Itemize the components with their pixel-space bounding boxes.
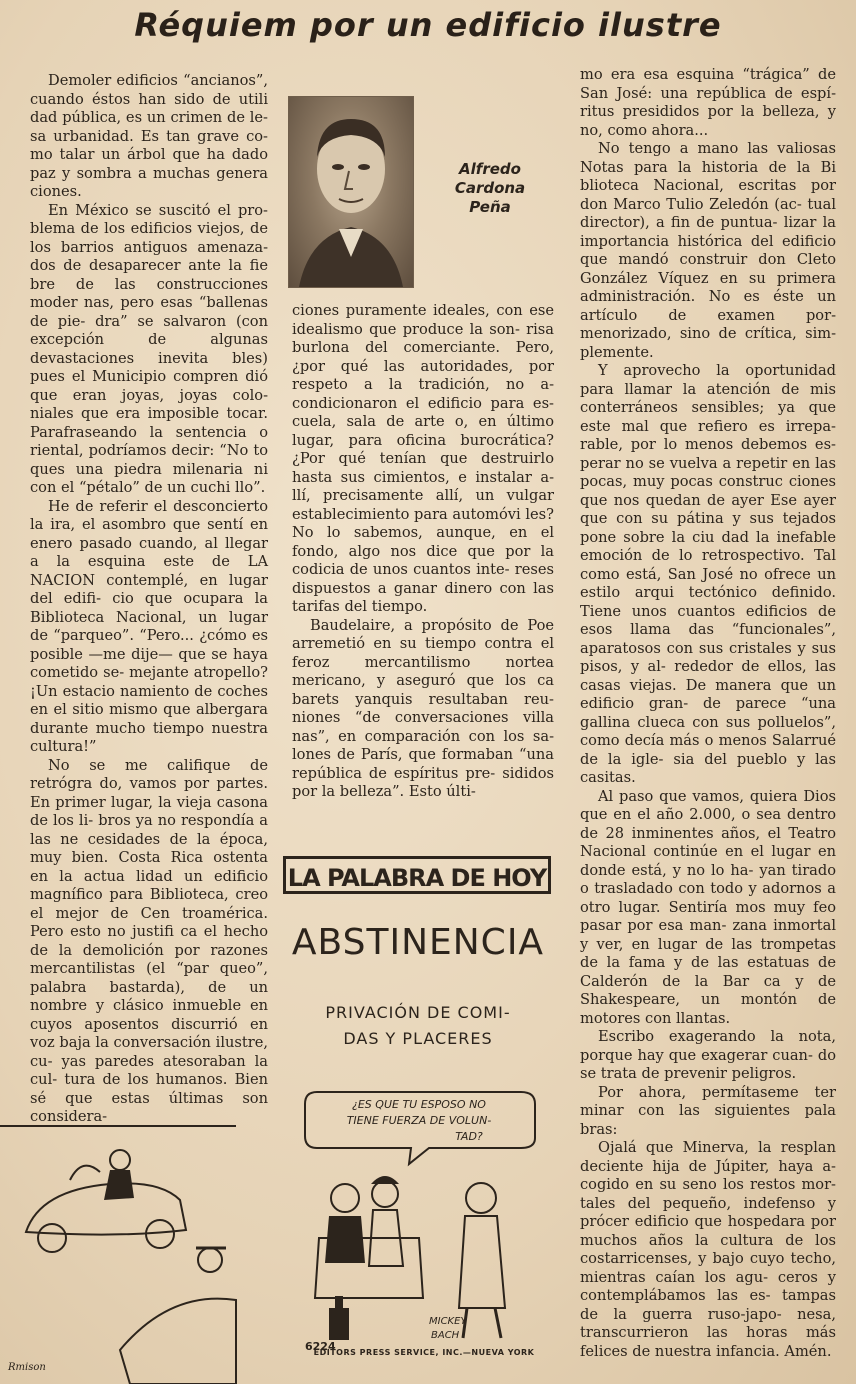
paragraph: Por ahora, permítaseme ter minar con las siguientes pala bras:	[580, 1083, 836, 1138]
paragraph: He de referir el desconcierto la ira, el asombro que sentí en enero pasado cuando, al llegar a la esquina este de LA NACION contemplé, en lugar del edifi- cio que ocupara la Biblioteca Nacional, un lugar de “parqueo”. “Pero... ¿cómo es posible —me dije— que se haya cometido se- mejante atropello? ¡Un estacio namiento de coches en el sitio mismo que albergara durante mucho tiempo nuestra cultura!”	[30, 497, 268, 755]
artist-signature-1: MICKEY	[429, 1316, 467, 1327]
paragraph: Y aprovecho la oportunidad para llamar la atención de mis conterráneos sensibles; ya que este mal que refiero es irrepa- rable, por lo menos debemos es- perar no se vuelva a repetir en las pocas, muy pocas construc ciones que nos quedan de ayer Ese ayer que con su pátina y sus tejados pone sobre la ciu dad la inefable emoción de lo retrospectivo. Tal como está, San José no ofrece un estilo arqui tectónico definido. Tiene unos cuantos edificios de esos llama das “funcionales”, aparatosos con sus cristales y sus pisos, y al- rededor de ellos, las casas viejas. De manera que un edificio gran- de parece “una gallina clueca con sus polluelos”, como decía más o menos Salarrué de la igle- sia del pueblo y las casitas.	[580, 362, 836, 786]
author-byline	[430, 160, 550, 217]
cartoon-illustration	[299, 1088, 549, 1358]
author-first-name: Alfredo	[459, 160, 521, 178]
paragraph: Escribo exagerando la nota, porque hay que exagerar cuan- do se trata de prevenir peligros.	[580, 1028, 836, 1082]
paragraph: Baudelaire, a propósito de Poe arremetió en su tiempo contra el feroz mercantilismo nortea mericano, y aseguró que los ca barets yanquis resultaban reu- niones “de conversaciones villa nas”, en comparación con los sa- lones de París, que formaban “una república de espíritus pre- sididos por la belleza”. Esto últi-	[292, 616, 554, 800]
headline: Réquiem por un edificio ilustre	[134, 6, 722, 44]
speech-text-1: ¿ES QUE TU ESPOSO NO	[352, 1098, 486, 1111]
definition-line-2: DAS Y PLACERES	[343, 1029, 493, 1048]
paragraph: No se me califique de retrógra do, vamos por partes. En primer lugar, la vieja casona de los li- bros ya no respondía a las ne cesidades de la época, muy bien. Costa Rica ostenta en la actua lidad un edificio magnífico para Biblioteca, creo el mejor de Cen troamérica. Pero esto no justifi ca el hecho de la demolición por razones mercantilistas (el “par queo”, palabra bastarda), de un nombre y clásico inmueble en cuyos aposentos discurrió en voz baja la conversación ilustre, cu- yas paredes atesoraban la cul- tura de los humanos. Bien sé que estas últimas son considera-	[30, 756, 268, 1125]
paragraph: mo era esa esquina “trágica” de San José: una república de espí- ritus presididos por la belleza, y no, como ahora...	[580, 66, 836, 139]
word-of-the-day-title: LA PALABRA DE HOY	[283, 856, 551, 894]
press-credit: EDITORS PRESS SERVICE, INC.—NUEVA YORK	[313, 1348, 535, 1357]
author-second-surname: Peña	[469, 198, 511, 216]
speech-text-2: TIENE FUERZA DE VOLUN-	[346, 1114, 492, 1127]
author-photo	[288, 96, 414, 288]
paragraph: Demoler edificios “ancianos”, cuando éstos han sido de utili dad pública, es un crimen de le- sa urbanidad. Es tan grave co- mo talar un árbol que ha dado paz y sombra a muchas genera ciones.	[30, 72, 268, 200]
artist-signature-2: BACH	[431, 1330, 460, 1341]
definition-line-1: PRIVACIÓN DE COMI-	[325, 1003, 511, 1022]
cartoon-number: 6224	[305, 1340, 336, 1353]
article-column-2	[292, 302, 554, 814]
article-column-1	[30, 72, 268, 1125]
word-of-the-day: ABSTINENCIA	[291, 922, 545, 963]
paragraph: En México se suscitó el pro- blema de los edificios viejos, de los barrios antiguos amenaza- dos de desaparecer ante la fie bre de las construcciones moder nas, pero esas “ballenas de pie- dra” se salvaron (con excepción de algunas devastaciones inevita bles) pues el Municipio compren dió que eran joyas, joyas colo- niales que era imposible tocar. Parafraseando la sentencia o riental, podríamos decir: “No to ques una piedra milenaria ni con el “pétalo” de un cuchi llo”.	[30, 201, 268, 496]
paragraph: No tengo a mano las valiosas Notas para la historia de la Bi blioteca Nacional, escritas por don Marco Tulio Zeledón (ac- tual director), a fin de puntua- lizar la importancia histórica del edificio que mandó construir don Cleto González Víquez en su primera administración. No es éste un artículo de examen por- menorizado, sino de crítica, sim- plemente.	[580, 140, 836, 361]
paragraph: Al paso que vamos, quiera Dios que en el año 2.000, o sea dentro de 28 inminentes años, el Teatro Nacional continúe en el lugar en donde está, y no lo ha- yan tirado o trasladado con todo y adornos a otro lugar. Sentiría mos muy feo pasar por esa man- zana inmortal y ver, en lugar de las trompetas de la fama y de las estatuas de Calderón de la Bar ca y de Shakespeare, un montón de motores con llantas.	[580, 787, 836, 1027]
word-definition	[293, 1000, 543, 1052]
paragraph: ciones puramente ideales, con ese idealismo que produce la son- risa burlona del comerciante. Pero, ¿por qué las autoridades, por respeto a la tradición, no a- condicionaron el edificio para es- cuela, sala de arte o, en último lugar, para oficina burocrática? ¿Por qué tenían que destruirlo hasta sus cimientos, e instalar a- llí, precisamente allí, un vulgar establecimiento para automóvi les? No lo sabemos, aunque, en el fondo, algo nos dice que por la codicia de unos cuantos inte- reses dispuestos a ganar dinero con las tarifas del tiempo.	[292, 302, 554, 615]
paragraph: Ojalá que Minerva, la resplan deciente hija de Júpiter, haya a- cogido en su seno los restos mor- tales del pequeño, indefenso y prócer edificio que hospedara por muchos años la cultura de los costarricenses, y bajo cuyo techo, mientras caían los agu- ceros y contemplábamos las es- tampas de la guerra ruso-japo- nesa, transcurrieron las horas más felices de nuestra infancia. Amén.	[580, 1139, 836, 1360]
cartoon-signature: Rmison	[8, 1362, 46, 1373]
author-surname: Cardona	[454, 179, 526, 197]
car-cartoon-illustration	[0, 1120, 236, 1384]
speech-text-3: TAD?	[455, 1130, 483, 1143]
article-column-3	[580, 66, 836, 1376]
word-of-the-day-cartoon	[283, 852, 558, 1364]
